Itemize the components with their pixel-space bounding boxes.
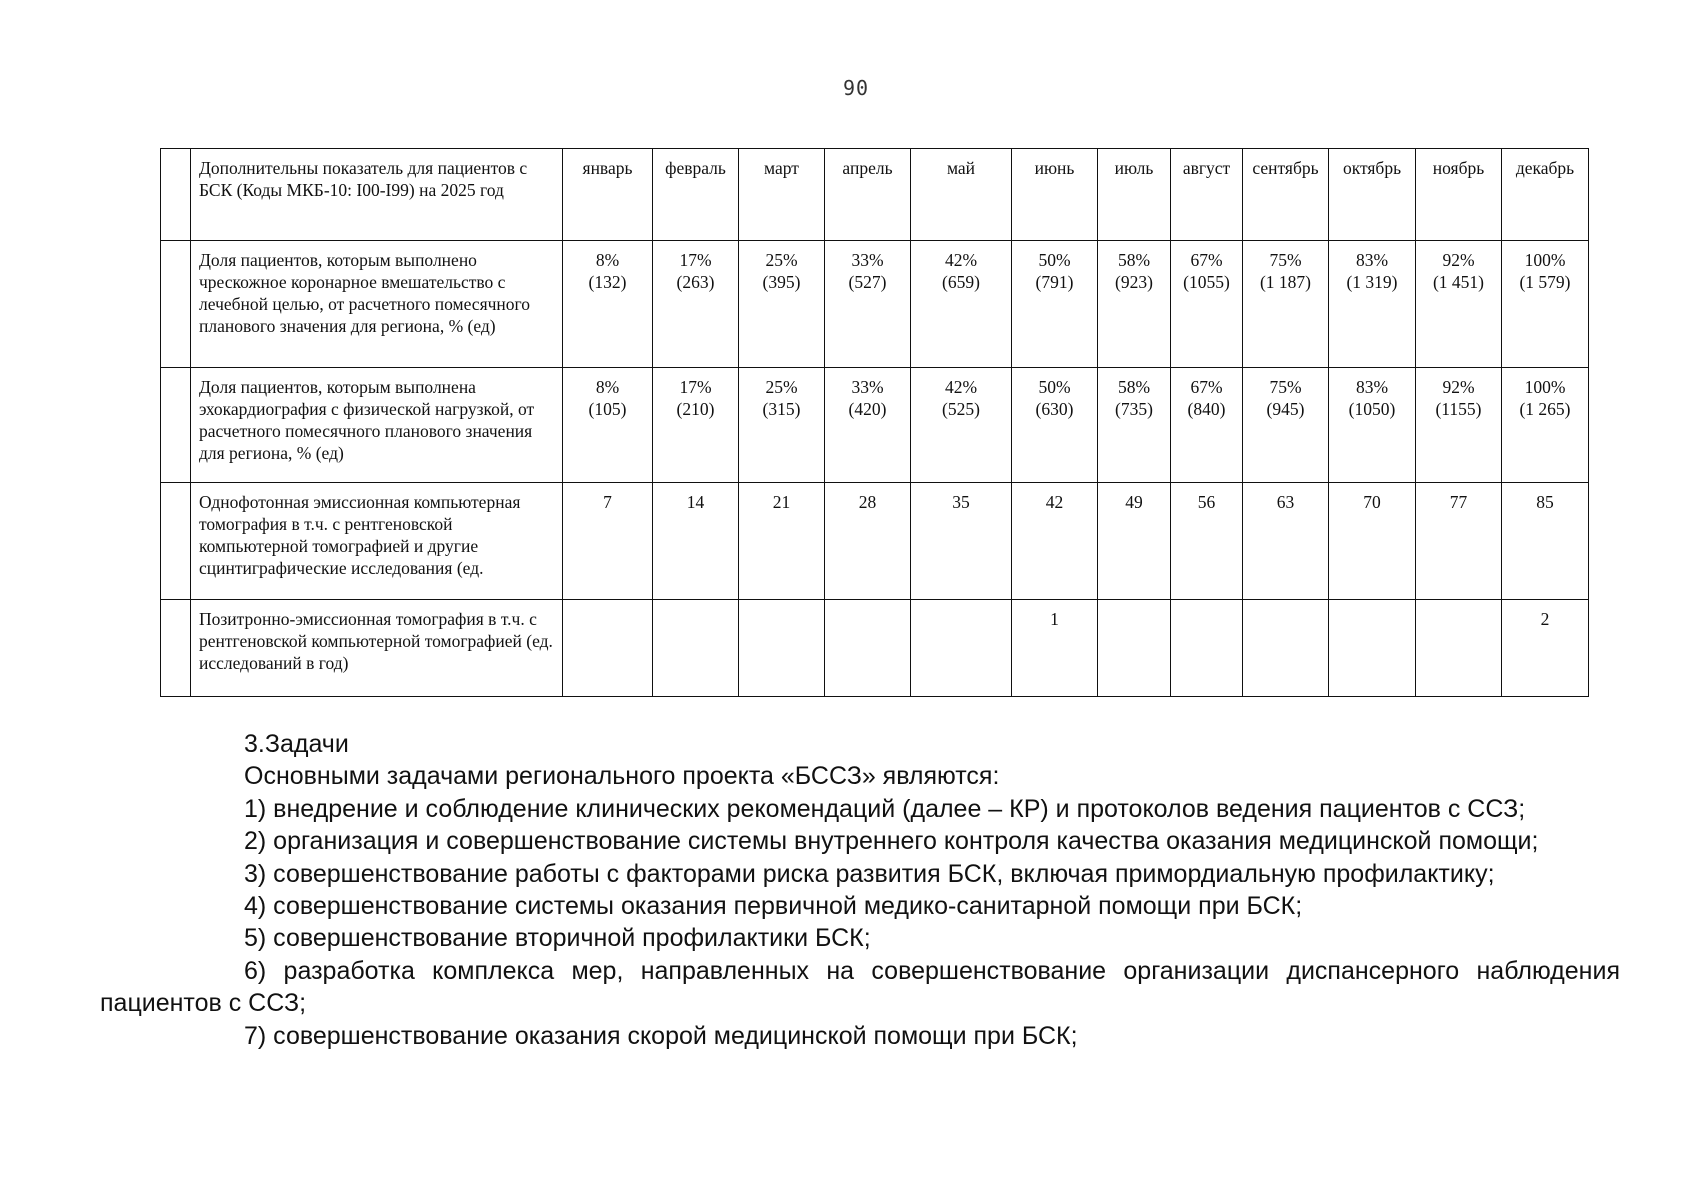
indicator-name: Однофотонная эмиссионная компьютерная томография в т.ч. с рентгеновской компьютерной томографией и другие сцинтиграфические исследования (ед.	[199, 492, 521, 578]
value-cell	[911, 368, 1012, 483]
count-value: (420)	[848, 399, 887, 419]
count-value: (1 265)	[1519, 399, 1571, 419]
month-header-august: август	[1171, 149, 1243, 241]
percent-value: 50%	[1038, 377, 1071, 397]
value-cell	[1329, 241, 1416, 368]
value-cell	[563, 483, 653, 600]
value-cell	[1012, 241, 1098, 368]
count-value: (945)	[1266, 399, 1305, 419]
month-header-june: июнь	[1012, 149, 1098, 241]
month-header-february: февраль	[653, 149, 739, 241]
count-value: (315)	[762, 399, 801, 419]
row-number-cell	[161, 149, 191, 241]
indicator-name: Доля пациентов, которым выполнено чрескожное коронарное вмешательство с лечебной целью, от расчетного помесячного планового значения для региона, % (ед)	[199, 250, 531, 336]
value-cell	[739, 600, 825, 697]
value-cell	[911, 483, 1012, 600]
percent-value: 100%	[1524, 250, 1566, 270]
header-indicator-cell	[191, 149, 563, 241]
row-number-cell	[161, 241, 191, 368]
count-value: (1 187)	[1259, 272, 1312, 292]
value-cell	[1012, 368, 1098, 483]
count-value: 63	[1276, 492, 1295, 512]
task-item: 3) совершенствование работы с факторами риска развития БСК, включая примордиальную профилактику;	[244, 859, 1495, 888]
value-cell	[1329, 600, 1416, 697]
month-header-april: апрель	[825, 149, 911, 241]
value-cell	[1329, 483, 1416, 600]
value-cell	[1012, 600, 1098, 697]
percent-value: 83%	[1355, 377, 1389, 397]
value-cell	[1171, 600, 1243, 697]
value-cell	[653, 600, 739, 697]
value-cell	[1502, 368, 1589, 483]
header-indicator-text: Дополнительны показатель для пациентов с БСК (Коды МКБ-10: I00-I99) на 2025 год	[199, 158, 528, 200]
value-cell	[653, 483, 739, 600]
percent-value: 17%	[679, 250, 712, 270]
value-cell	[1243, 368, 1329, 483]
value-cell	[1171, 368, 1243, 483]
count-value: (791)	[1035, 272, 1074, 292]
task-item: 5) совершенствование вторичной профилактики БСК;	[244, 924, 871, 953]
value-cell	[825, 241, 911, 368]
count-value: (1 579)	[1519, 272, 1571, 292]
value-cell	[739, 483, 825, 600]
table-header-row	[161, 149, 1589, 241]
month-header-november: ноябрь	[1416, 149, 1502, 241]
month-header-july: июль	[1098, 149, 1171, 241]
percent-value: 67%	[1190, 377, 1223, 397]
count-value: 56	[1197, 492, 1216, 512]
task-item: 1) внедрение и соблюдение клинических рекомендаций (далее – КР) и протоколов ведения пациентов с ССЗ;	[244, 794, 1526, 823]
value-cell	[911, 600, 1012, 697]
value-cell	[911, 241, 1012, 368]
value-cell	[1329, 368, 1416, 483]
value-cell	[1243, 241, 1329, 368]
count-value: (1155)	[1435, 399, 1482, 419]
month-header-may: май	[911, 149, 1012, 241]
month-header-october: октябрь	[1329, 149, 1416, 241]
count-value: (1050)	[1348, 399, 1396, 419]
value-cell	[1171, 483, 1243, 600]
count-value: (132)	[588, 272, 627, 292]
count-value: (1055)	[1183, 272, 1230, 292]
row-number-cell	[161, 368, 191, 483]
table-row	[161, 241, 1589, 368]
task-item: 2) организация и совершенствование системы внутреннего контроля качества оказания медицинской помощи;	[244, 827, 1539, 856]
value-cell	[1416, 483, 1502, 600]
value-cell	[1502, 600, 1589, 697]
percent-value: 33%	[851, 377, 884, 397]
percent-value: 92%	[1442, 250, 1475, 270]
percent-value: 75%	[1269, 250, 1302, 270]
count-value: 70	[1363, 492, 1381, 512]
value-cell	[563, 600, 653, 697]
percent-value: 25%	[765, 250, 798, 270]
value-cell	[1416, 600, 1502, 697]
count-value: (735)	[1115, 399, 1153, 419]
table-row	[161, 600, 1589, 697]
tasks-section	[100, 728, 1620, 1052]
indicator-name: Доля пациентов, которым выполнена эхокардиография с физической нагрузкой, от расчетного помесячного планового значения для региона, % (ед)	[199, 377, 535, 463]
percent-value: 67%	[1190, 250, 1223, 270]
month-header-march: март	[739, 149, 825, 241]
percent-value: 58%	[1117, 250, 1151, 270]
value-cell	[1243, 600, 1329, 697]
count-value: (840)	[1187, 399, 1226, 419]
value-cell	[563, 241, 653, 368]
percent-value: 42%	[944, 377, 978, 397]
value-cell	[825, 483, 911, 600]
value-cell	[1012, 483, 1098, 600]
count-value: (1 451)	[1432, 272, 1485, 292]
count-value: 49	[1125, 492, 1143, 512]
count-value: 21	[772, 492, 791, 512]
percent-value: 8%	[595, 377, 620, 397]
value-cell	[1098, 241, 1171, 368]
month-header-september: сентябрь	[1243, 149, 1329, 241]
indicator-name-cell	[191, 600, 563, 697]
count-value: 1	[1050, 609, 1059, 629]
value-cell	[739, 368, 825, 483]
count-value: (395)	[762, 272, 801, 292]
percent-value: 42%	[944, 250, 978, 270]
task-item: 4) совершенствование системы оказания первичной медико-санитарной помощи при БСК;	[244, 892, 1303, 921]
count-value: 85	[1536, 492, 1554, 512]
percent-value: 83%	[1355, 250, 1389, 270]
task-item: 6) разработка комплекса мер, направленных на совершенствование организации диспансерного наблюдения пациентов с ССЗ;	[100, 956, 1620, 1018]
percent-value: 25%	[765, 377, 798, 397]
value-cell	[1098, 483, 1171, 600]
count-value: 35	[952, 492, 970, 512]
value-cell	[739, 241, 825, 368]
value-cell	[563, 368, 653, 483]
section-heading: 3.Задачи	[244, 730, 349, 758]
value-cell	[1416, 241, 1502, 368]
count-value: 77	[1449, 492, 1468, 512]
value-cell	[1502, 483, 1589, 600]
count-value: (525)	[942, 399, 980, 419]
count-value: 14	[686, 492, 705, 512]
indicator-name-cell	[191, 368, 563, 483]
indicator-name: Позитронно-эмиссионная томография в т.ч. с рентгеновской компьютерной томографией (ед. исследований в год)	[199, 609, 553, 673]
count-value: (923)	[1115, 272, 1153, 292]
percent-value: 33%	[851, 250, 884, 270]
value-cell	[653, 368, 739, 483]
table-row	[161, 368, 1589, 483]
row-number-cell	[161, 600, 191, 697]
count-value: 42	[1045, 492, 1064, 512]
indicator-name-cell	[191, 483, 563, 600]
value-cell	[1098, 368, 1171, 483]
value-cell	[1098, 600, 1171, 697]
percent-value: 17%	[679, 377, 712, 397]
count-value: (105)	[588, 399, 627, 419]
value-cell	[1243, 483, 1329, 600]
section-intro: Основными задачами регионального проекта «БССЗ» являются:	[244, 762, 1000, 791]
count-value: 7	[603, 492, 612, 512]
count-value: (527)	[848, 272, 887, 292]
count-value: 28	[858, 492, 877, 512]
value-cell	[825, 368, 911, 483]
indicator-name-cell	[191, 241, 563, 368]
count-value: (263)	[676, 272, 715, 292]
percent-value: 50%	[1038, 250, 1071, 270]
percent-value: 58%	[1117, 377, 1151, 397]
month-header-january: январь	[563, 149, 653, 241]
task-item: 7) совершенствование оказания скорой медицинской помощи при БСК;	[244, 1021, 1078, 1050]
value-cell	[1171, 241, 1243, 368]
month-header-december: декабрь	[1502, 149, 1589, 241]
value-cell	[1416, 368, 1502, 483]
count-value: 2	[1540, 609, 1550, 629]
value-cell	[825, 600, 911, 697]
page-number: 90	[842, 76, 870, 100]
percent-value: 92%	[1442, 377, 1475, 397]
percent-value: 100%	[1524, 377, 1566, 397]
value-cell	[1502, 241, 1589, 368]
percent-value: 75%	[1269, 377, 1302, 397]
table-row	[161, 483, 1589, 600]
value-cell	[653, 241, 739, 368]
indicators-table	[160, 148, 1589, 697]
count-value: (210)	[676, 399, 715, 419]
count-value: (659)	[942, 272, 980, 292]
row-number-cell	[161, 483, 191, 600]
percent-value: 8%	[595, 250, 620, 270]
count-value: (630)	[1035, 399, 1074, 419]
count-value: (1 319)	[1346, 272, 1398, 292]
